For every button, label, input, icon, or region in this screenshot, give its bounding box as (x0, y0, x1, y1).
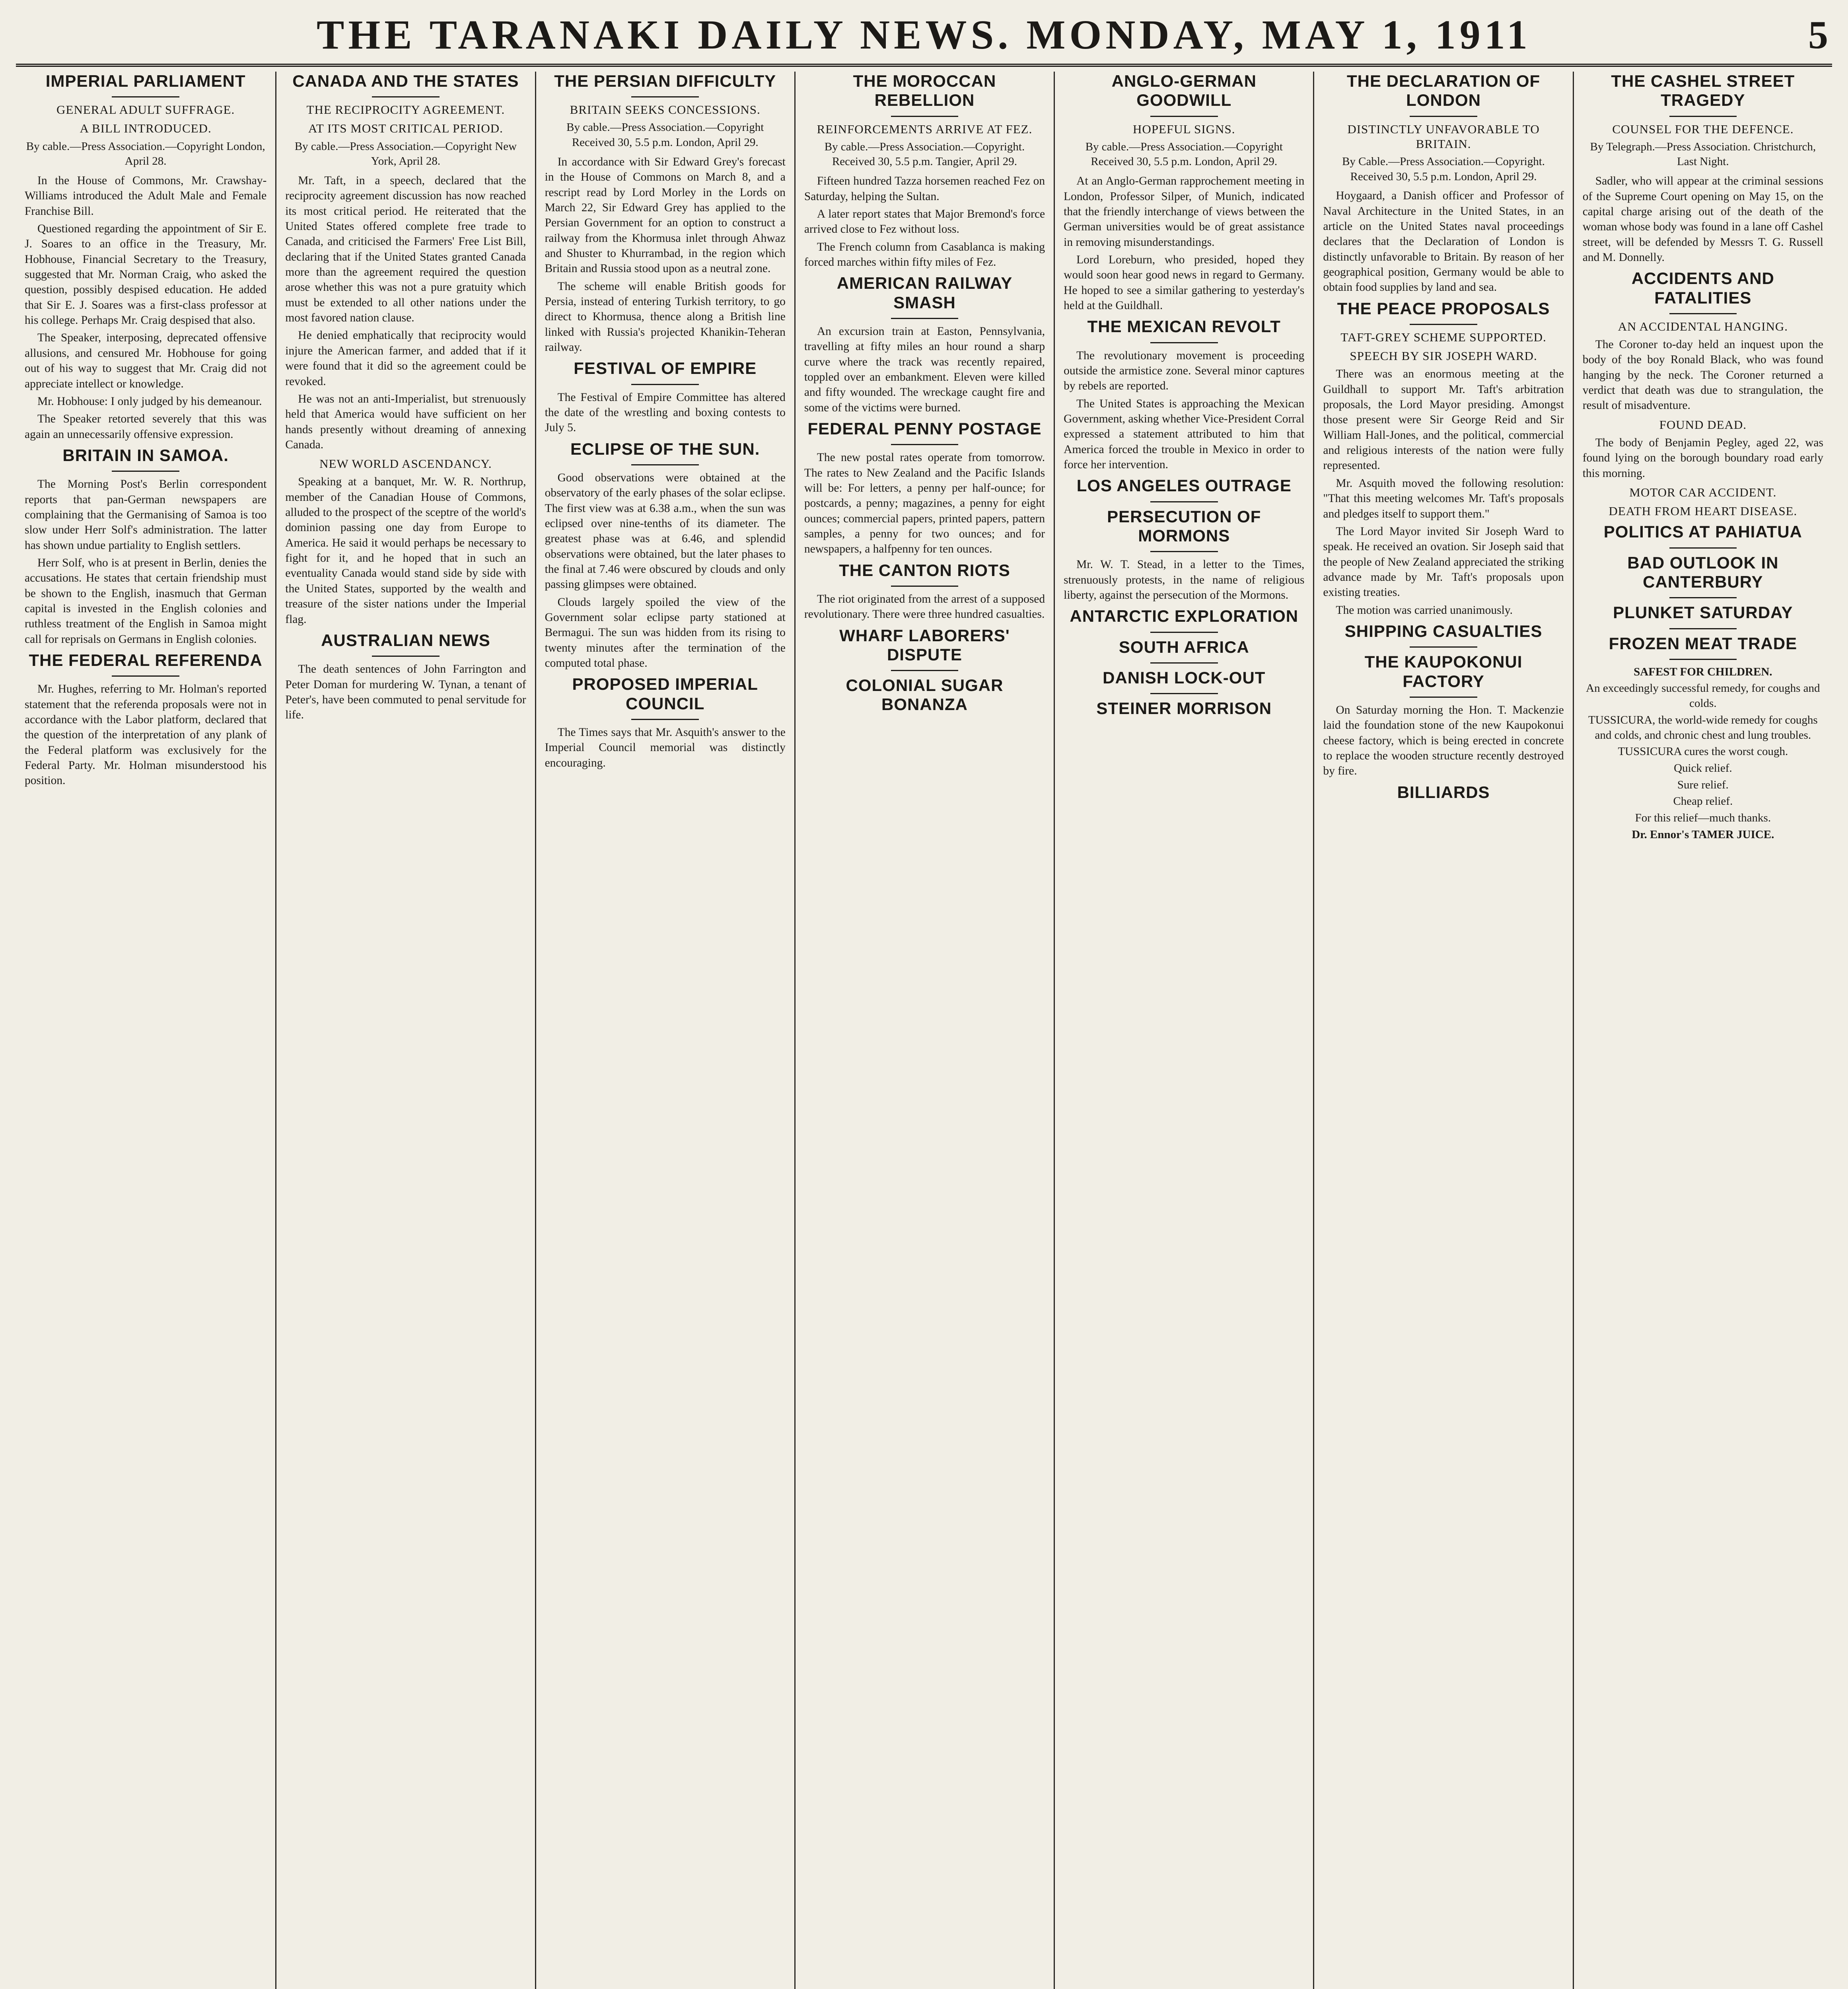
article-paragraph: The Speaker, interposing, deprecated offensive allusions, and censured Mr. Hobhouse for going out of his way to suggest that Mr. Craig did not appreciate intellect or knowledge. (25, 331, 267, 390)
news-columns (16, 72, 1832, 1989)
headline: IMPERIAL PARLIAMENT (45, 72, 246, 90)
headline: FEDERAL PENNY POSTAGE (807, 419, 1042, 438)
subheadline: DEATH FROM HEART DISEASE. (1609, 504, 1797, 518)
divider (631, 384, 698, 385)
masthead-title: THE TARANAKI DAILY NEWS. MONDAY, MAY 1, 1911 (317, 12, 1531, 58)
headline: BAD OUTLOOK IN CANTERBURY (1627, 553, 1779, 591)
divider (631, 719, 698, 720)
article-paragraph: Mr. Hobhouse: I only judged by his demeanour. (37, 395, 262, 408)
headline: THE PERSIAN DIFFICULTY (554, 72, 776, 90)
article-paragraph: Lord Loreburn, who presided, hoped they would soon hear good news in regard to Germany. He hoped to see a similar gathering to yesterday's held at the Guildhall. (1064, 253, 1305, 312)
divider (1669, 547, 1737, 549)
headline: WHARF LABORERS' DISPUTE (839, 626, 1010, 664)
divider (1669, 659, 1737, 660)
article-paragraph: The motion was carried unanimously. (1336, 603, 1513, 617)
advertisement-line: For this relief—much thanks. (1635, 811, 1771, 824)
subheadline: BRITAIN SEEKS CONCESSIONS. (570, 103, 761, 117)
article-paragraph: The Coroner to-day held an inquest upon the body of the boy Ronald Black, who was found hanging by the neck. The Coroner returned a verdict that death was due to strangulation, the result of misadventure. (1582, 338, 1823, 412)
headline: THE MEXICAN REVOLT (1087, 317, 1281, 336)
masthead (16, 4, 1832, 67)
subheadline: TAFT-GREY SCHEME SUPPORTED. (1340, 330, 1546, 344)
article-paragraph: The Festival of Empire Committee has altered the date of the wrestling and boxing contests to July 5. (545, 391, 786, 434)
advertisement-line: An exceedingly successful remedy, for coughs and colds. (1586, 682, 1820, 710)
divider (1150, 551, 1218, 552)
dateline: By cable.—Press Association.—Copyright New York, April 28. (294, 140, 517, 168)
column-4 (794, 72, 1054, 1989)
column-7 (1573, 72, 1832, 1989)
article-paragraph: The revolutionary movement is proceeding outside the armistice zone. Several minor captures by rebels are reported. (1064, 349, 1305, 393)
subheadline: REINFORCEMENTS ARRIVE AT FEZ. (817, 122, 1033, 136)
headline: THE KAUPOKONUI FACTORY (1364, 652, 1523, 691)
subheadline: THE RECIPROCITY AGREEMENT. (306, 103, 505, 117)
divider (1410, 116, 1477, 117)
article-paragraph: Good observations were obtained at the observatory of the early phases of the solar eclipse. The first view was at 6.38 a.m., when the sun was eclipsed over nine-tenths of its diameter. The greatest phase was at 6.46, and splendid observations were obtained, but the later phases to the final at 7.46 were obscured by clouds and only passing glimpses were obtained. (545, 471, 786, 591)
article-paragraph: At an Anglo-German rapprochement meeting in London, Professor Silper, of Munich, indicated that the friendly interchange of views between the German universities would be of great assistance in removing misunderstandings. (1064, 175, 1305, 249)
article-paragraph: The riot originated from the arrest of a supposed revolutionary. There were three hundred casualties. (804, 592, 1045, 621)
headline: FROZEN MEAT TRADE (1609, 634, 1797, 653)
divider (1669, 628, 1737, 629)
headline: PLUNKET SATURDAY (1613, 603, 1793, 622)
headline: THE DECLARATION OF LONDON (1346, 72, 1541, 110)
headline: ECLIPSE OF THE SUN. (570, 439, 760, 458)
article-paragraph: Sadler, who will appear at the criminal sessions of the Supreme Court opening on May 15, on the capital charge arising out of the death of the woman whose body was found in a lane off Cashel street, will be defended by Messrs T. G. Russell and M. Donnelly. (1582, 175, 1823, 264)
divider (112, 675, 179, 677)
article-paragraph: Herr Solf, who is at present in Berlin, denies the accusations. He states that certain friendship must be shown to the English, inasmuch that German capital is invested in the English colonies and ruthless treatment of the English in Samoa might call for reprisals on Germans in English colonies. (25, 556, 267, 646)
advertisement-line: Dr. Ennor's TAMER JUICE. (1632, 828, 1774, 841)
divider (1410, 646, 1477, 648)
subheadline: GENERAL ADULT SUFFRAGE. (56, 103, 235, 117)
advertisement-heading: SAFEST FOR CHILDREN. (1634, 665, 1772, 678)
article-paragraph: Clouds largely spoiled the view of the Government solar eclipse party stationed at Bermagui. The sun was hidden from its rising to twenty minutes after the termination of the computed total phase. (545, 596, 786, 670)
subheadline: HOPEFUL SIGNS. (1133, 122, 1235, 136)
article-paragraph: The French column from Casablanca is making forced marches within fifty miles of Fez. (804, 240, 1045, 269)
column-5 (1054, 72, 1313, 1989)
headline: THE PEACE PROPOSALS (1337, 299, 1550, 318)
advertisement-line: Quick relief. (1674, 761, 1732, 775)
subheadline: AN ACCIDENTAL HANGING. (1618, 319, 1788, 333)
article-paragraph: Mr. W. T. Stead, in a letter to the Times, strenuously protests, in the name of religious liberty, against the persecution of the Mormons. (1064, 558, 1305, 601)
subheadline: COUNSEL FOR THE DEFENCE. (1612, 122, 1794, 136)
divider (1150, 116, 1218, 117)
article-paragraph: Speaking at a banquet, Mr. W. R. Northrup, member of the Canadian House of Commons, alluded to the prospect of the sceptre of the world's dominion passing one day from Europe to America. He said it would perhaps be necessary to fight for it, and he hoped that in such an eventuality Canada would stand side by side with the United States, supported by the wealth and treasure of the sister nations under the Imperial flag. (285, 475, 526, 626)
article-paragraph: Mr. Asquith moved the following resolution: "That this meeting welcomes Mr. Taft's proposals and pledges itself to support them." (1323, 477, 1564, 520)
article-paragraph: In the House of Commons, Mr. Crawshay-Williams introduced the Adult Male and Female Franchise Bill. (25, 174, 267, 218)
divider (112, 96, 179, 97)
advertisement-line: Sure relief. (1677, 778, 1729, 791)
article-paragraph: The Lord Mayor invited Sir Joseph Ward to speak. He received an ovation. Sir Joseph said that the people of New Zealand appreciated the striking advance made by Mr. Taft's proposals upon existing treaties. (1323, 525, 1564, 599)
article-paragraph: Fifteen hundred Tazza horsemen reached Fez on Saturday, helping the Sultan. (804, 175, 1045, 203)
article-paragraph: The body of Benjamin Pegley, aged 22, was found lying on the borough boundary road early this morning. (1582, 436, 1823, 480)
headline: AMERICAN RAILWAY SMASH (836, 274, 1013, 312)
headline: STEINER MORRISON (1096, 699, 1272, 718)
article-paragraph: Questioned regarding the appointment of Sir E. J. Soares to an office in the Treasury, Mr. Hobhouse, Financial Secretary to the Treasury, suggested that Mr. Norman Craig, who asked the question, possibly despised education. He added that Sir E. J. Soares was a first-class professor at his college. Perhaps Mr. Craig despised that also. (25, 222, 267, 327)
headline: AUSTRALIAN NEWS (321, 631, 490, 650)
column-6 (1313, 72, 1572, 1989)
divider (1669, 116, 1737, 117)
article-paragraph: The new postal rates operate from tomorrow. The rates to New Zealand and the Pacific Islands will be: For letters, a penny per half-ounce; for postcards, a penny; magazines, a penny for eight ounces; commercial papers, printed papers, pattern samples, a penny for two ounces; and for newspapers, a halfpenny for ten ounces. (804, 451, 1045, 556)
headline: THE FEDERAL REFERENDA (29, 650, 263, 669)
divider (1410, 324, 1477, 325)
headline: POLITICS AT PAHIATUA (1603, 522, 1802, 541)
subheadline: A BILL INTRODUCED. (80, 121, 212, 136)
divider (1150, 501, 1218, 502)
headline: PERSECUTION OF MORMONS (1107, 507, 1261, 545)
headline: PROPOSED IMPERIAL COUNCIL (572, 675, 758, 713)
article-paragraph: The Times says that Mr. Asquith's answer to the Imperial Council memorial was distinctly encouraging. (545, 726, 786, 769)
divider (112, 471, 179, 472)
article-paragraph: The Morning Post's Berlin correspondent reports that pan-German newspapers are complaining that the Germanising of Samoa is too slow under Herr Solf's administration. The latter has shown undue partiality to English settlers. (25, 478, 267, 552)
article-paragraph: He denied emphatically that reciprocity would injure the American farmer, and added that if it were found that it did so the agreement could be revoked. (285, 329, 526, 388)
article-paragraph: Hoygaard, a Danish officer and Professor of Naval Architecture in the United States, in an article on the United States naval proceedings declares that the Declaration of London is distinctly unfavorable to Britain. By reason of her geographical position, Germany would be able to obtain food supplies by land and sea. (1323, 189, 1564, 294)
headline: ANGLO-GERMAN GOODWILL (1111, 72, 1257, 110)
divider (631, 464, 698, 465)
page-number: 5 (1808, 13, 1828, 57)
article-paragraph: Mr. Hughes, referring to Mr. Holman's reported statement that the referenda proposals were not in accordance with the Labor platform, declared that the question of the interpretation of any plank of the Federal platform was exclusively for the Federal Party. Mr. Holman misunderstood his position. (25, 683, 267, 787)
dateline: By cable.—Press Association.—Copyright London, April 28. (26, 140, 265, 168)
divider (891, 116, 958, 117)
headline: ACCIDENTS AND FATALITIES (1631, 269, 1774, 307)
subheadline: MOTOR CAR ACCIDENT. (1629, 485, 1777, 499)
divider (631, 96, 698, 97)
headline: CANADA AND THE STATES (292, 72, 519, 90)
divider (1150, 662, 1218, 664)
subheadline: DISTINCTLY UNFAVORABLE TO BRITAIN. (1347, 122, 1540, 151)
dateline: By cable.—Press Association.—Copyright Received 30, 5.5 p.m. London, April 29. (566, 121, 764, 149)
divider (372, 96, 439, 97)
dateline: By cable.—Press Association.—Copyright Received 30, 5.5 p.m. London, April 29. (1085, 140, 1283, 168)
subheadline: FOUND DEAD. (1659, 417, 1747, 432)
article-paragraph: A later report states that Major Bremond's force arrived close to Fez without loss. (804, 207, 1045, 236)
dateline: By Cable.—Press Association.—Copyright. Received 30, 5.5 p.m. London, April 29. (1342, 155, 1545, 183)
article-paragraph: There was an enormous meeting at the Guildhall to support Mr. Taft's arbitration proposals, the Lord Mayor presiding. Amongst those present were Sir George Reid and Sir William Hall-Jones, and the political, commercial and religious interests of the nation were fully represented. (1323, 368, 1564, 472)
article-paragraph: Mr. Taft, in a speech, declared that the reciprocity agreement discussion has now reached its most critical period. He reiterated that the United States offered complete free trade to Canada, and criticised the Farmers' Free List Bill, declaring that if the United States granted Canada more than the agreement required the question arose whether this was not a pure gratuity which must be extended to all other nations under the most favored nation clause. (285, 174, 526, 325)
article-paragraph: He was not an anti-Imperialist, but strenuously held that America would have sufficient on her hands presently without dreaming of annexing Canada. (285, 392, 526, 451)
subheadline: SPEECH BY SIR JOSEPH WARD. (1350, 349, 1537, 363)
dateline: By cable.—Press Association.—Copyright. Received 30, 5.5 p.m. Tangier, April 29. (824, 140, 1025, 168)
article-paragraph: An excursion train at Easton, Pennsylvania, travelling at fifty miles an hour round a sharp curve where the track was recently repaired, toppled over an embankment. Eleven were killed and fifty wounded. The wreckage caught fire and some of the victims were burned. (804, 325, 1045, 414)
headline: BRITAIN IN SAMOA. (62, 446, 229, 465)
headline: LOS ANGELES OUTRAGE (1076, 476, 1292, 495)
headline: THE CASHEL STREET TRAGEDY (1611, 72, 1795, 110)
subheadline: AT ITS MOST CRITICAL PERIOD. (308, 121, 503, 136)
advertisement-line: TUSSICURA cures the worst cough. (1618, 745, 1788, 758)
article-paragraph: The Speaker retorted severely that this was again an unnecessarily offensive expression. (25, 413, 267, 441)
headline: SOUTH AFRICA (1119, 637, 1249, 656)
headline: COLONIAL SUGAR BONANZA (846, 676, 1004, 714)
article-paragraph: In accordance with Sir Edward Grey's forecast in the House of Commons on March 8, and a rescript read by Lord Morley in the Lords on March 22, Sir Edward Grey has applied to the Persian Government for an option to construct a railway from the Khormusa inlet through Ahwaz and Shuster to Khurrambad, in the region which Britain and Russia stood upon as a neutral zone. (545, 155, 786, 275)
headline: FESTIVAL OF EMPIRE (574, 359, 757, 378)
article-paragraph: The death sentences of John Farrington and Peter Doman for murdering W. Tynan, a tenant of Peter's, have been commuted to penal servitude for life. (285, 663, 526, 722)
divider (891, 670, 958, 671)
advertisement-line: Cheap relief. (1673, 795, 1733, 808)
article-paragraph: The United States is approaching the Mexican Government, asking whether Vice-President Corral expressed a statement attributed to him that America forced the trouble in Mexico in order to force her intervention. (1064, 397, 1305, 471)
subheadline: NEW WORLD ASCENDANCY. (319, 457, 492, 471)
advertisement-line: TUSSICURA, the world-wide remedy for coughs and colds, and chronic chest and lung troubles. (1588, 713, 1818, 741)
article-paragraph: The scheme will enable British goods for Persia, instead of entering Turkish territory, to go direct to Khormusa, thence along a British line linked with Russia's projected Khanikin-Teheran railway. (545, 280, 786, 354)
divider (1410, 697, 1477, 698)
divider (1150, 342, 1218, 343)
divider (1150, 632, 1218, 633)
divider (1669, 597, 1737, 598)
divider (891, 586, 958, 587)
headline: ANTARCTIC EXPLORATION (1070, 607, 1299, 626)
headline: BILLIARDS (1397, 782, 1490, 802)
column-1 (16, 72, 275, 1989)
divider (1150, 693, 1218, 694)
headline: DANISH LOCK-OUT (1103, 668, 1266, 687)
headline: THE MOROCCAN REBELLION (853, 72, 996, 110)
divider (891, 444, 958, 445)
column-2 (275, 72, 535, 1989)
divider (891, 318, 958, 319)
article-paragraph: On Saturday morning the Hon. T. Mackenzie laid the foundation stone of the new Kaupokonui cheese factory, which is being erected in concrete to replace the wooden structure recently destroyed by fire. (1323, 703, 1564, 778)
column-3 (535, 72, 794, 1989)
divider (372, 656, 439, 657)
headline: SHIPPING CASUALTIES (1344, 621, 1543, 640)
divider (1669, 313, 1737, 314)
headline: THE CANTON RIOTS (839, 561, 1010, 580)
dateline: By Telegraph.—Press Association. Christchurch, Last Night. (1590, 140, 1816, 168)
